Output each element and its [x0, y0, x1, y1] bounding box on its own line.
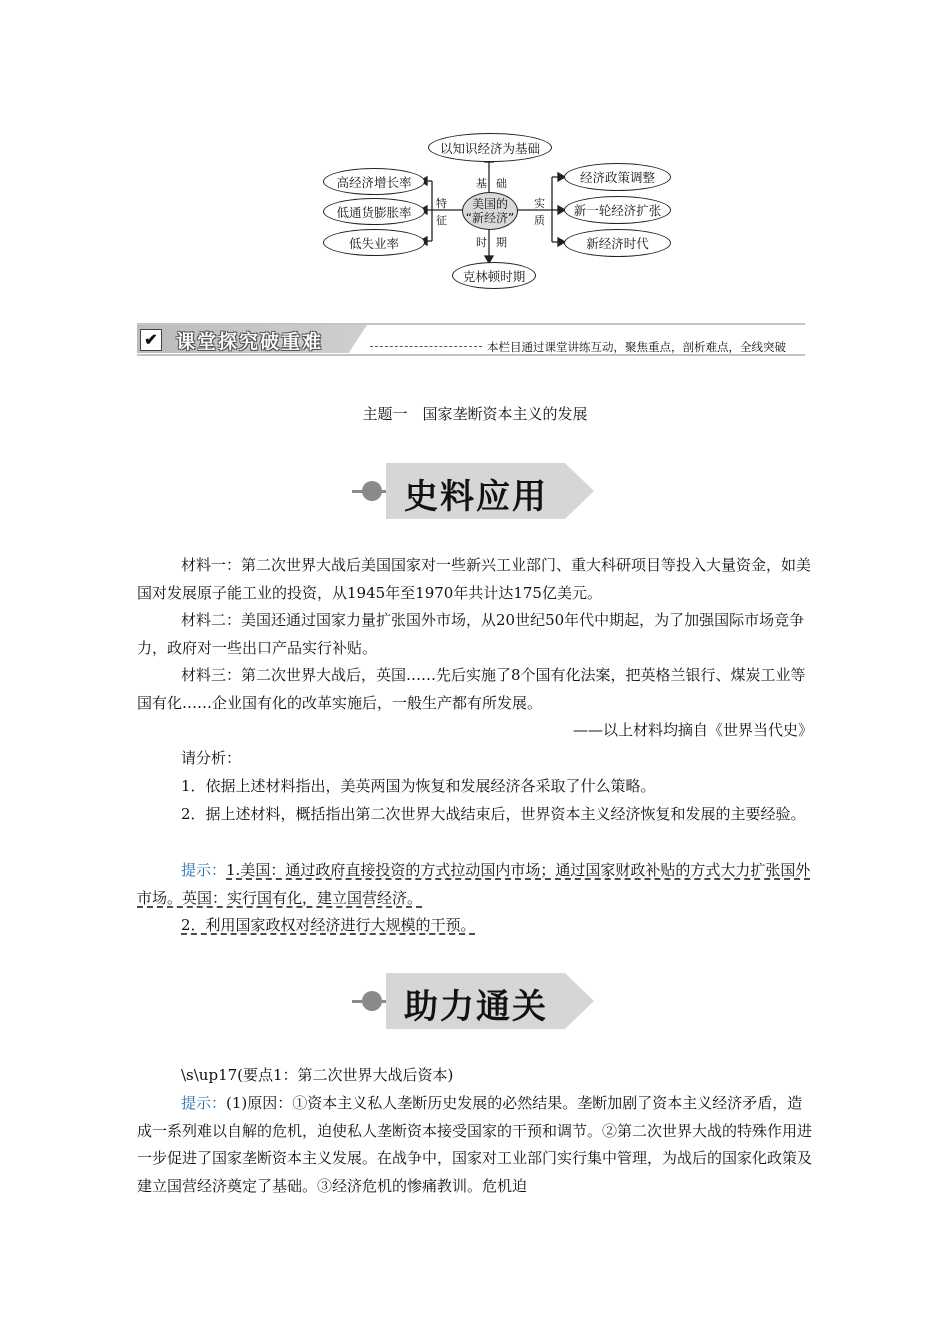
- heading-dot-icon: [362, 991, 382, 1011]
- node-left-1: 高经济增长率: [323, 168, 425, 195]
- node-right-2: 新一轮经济扩张: [564, 196, 671, 224]
- heading-text: 史料应用: [404, 477, 548, 517]
- question-1: 1．依据上述材料指出，美英两国为恢复和发展经济各采取了什么策略。: [181, 777, 656, 795]
- center-line-2: “新经济”: [465, 211, 515, 225]
- material-2: 材料二：美国还通过国家力量扩张国外市场，从20世纪50年代中期起，为了加强国际市场竞争力，政府对一些出口产品实行补贴。: [137, 611, 805, 657]
- topic-title: 主题一 国家垄断资本主义的发展: [362, 405, 588, 423]
- hint-1-answer-2: 2．利用国家政权对经济进行大规模的干预。: [181, 916, 476, 934]
- checkmark-icon: ✔: [140, 329, 162, 351]
- heading-historical-materials: [352, 463, 602, 519]
- label-top-1: 基: [476, 177, 487, 190]
- node-left-3: 低失业率: [323, 229, 425, 256]
- hint-2-label: 提示：: [181, 1094, 227, 1112]
- node-top: 以知识经济为基础: [428, 133, 552, 162]
- hint-2-text: (1)原因：①资本主义私人垄断历史发展的必然结果。垄断加剧了资本主义经济矛盾，造成一系列难以自解的危机，迫使私人垄断资本接受国家的干预和调节。②第二次世界大战的特殊作用进一步促进了国家垄断资本主义发展。在战争中，国家对工业部门实行集中管理，为战后的国家化政策及建立国营经济奠定了基础。③经济危机的惨痛教训。危机迫: [137, 1094, 813, 1195]
- label-bottom-1: 时: [476, 236, 487, 249]
- material-source: ——以上材料均摘自《世界当代史》: [572, 721, 813, 739]
- analysis-prompt: 请分析：: [181, 749, 242, 767]
- banner-title: 课堂探究破重难: [176, 331, 324, 353]
- center-line-1: 美国的: [471, 197, 508, 211]
- label-bottom-2: 期: [496, 236, 507, 249]
- label-right-2: 质: [534, 214, 545, 227]
- keypoint-line: \s\up17(要点1：第二次世界大战后资本): [181, 1066, 454, 1084]
- hint-1-answer-1: 1.美国：通过政府直接投资的方式拉动国内市场；通过国家财政补贴的方式大力扩张国外市场。英国：实行国有化，建立国营经济。: [137, 861, 811, 907]
- heading-practice: [352, 973, 602, 1029]
- label-left-1: 特: [436, 197, 447, 210]
- banner-dashes: [370, 346, 482, 347]
- node-center: [462, 192, 518, 230]
- label-left-2: 征: [436, 214, 447, 227]
- heading-text: 助力通关: [404, 987, 548, 1027]
- hint-1: [137, 857, 813, 912]
- question-2: 2．据上述材料，概括指出第二次世界大战结束后，世界资本主义经济恢复和发展的主要经验。: [181, 805, 806, 823]
- node-right-1: 经济政策调整: [564, 163, 671, 191]
- material-3: 材料三：第二次世界大战后，英国……先后实施了8个国有化法案，把英格兰银行、煤炭工业等国有化……企业国有化的改革实施后，一般生产都有所发展。: [137, 666, 806, 712]
- material-1: 材料一：第二次世界大战后美国国家对一些新兴工业部门、重大科研项目等投入大量资金，如美国对发展原子能工业的投资，从1945年至1970年共计达175亿美元。: [137, 556, 812, 602]
- label-top-2: 础: [496, 177, 507, 190]
- label-right-1: 实: [534, 197, 545, 210]
- hint-2: [137, 1090, 813, 1200]
- hint-1-label: 提示：: [181, 861, 227, 879]
- node-right-3: 新经济时代: [564, 229, 671, 257]
- banner-description: 本栏目通过课堂讲练互动，聚焦重点，剖析难点，全线突破: [487, 340, 786, 354]
- hint-1-answer-2-row: [137, 912, 813, 940]
- node-bottom: 克林顿时期: [452, 262, 536, 289]
- node-left-2: 低通货膨胀率: [323, 198, 425, 225]
- heading-dot-icon: [362, 481, 382, 501]
